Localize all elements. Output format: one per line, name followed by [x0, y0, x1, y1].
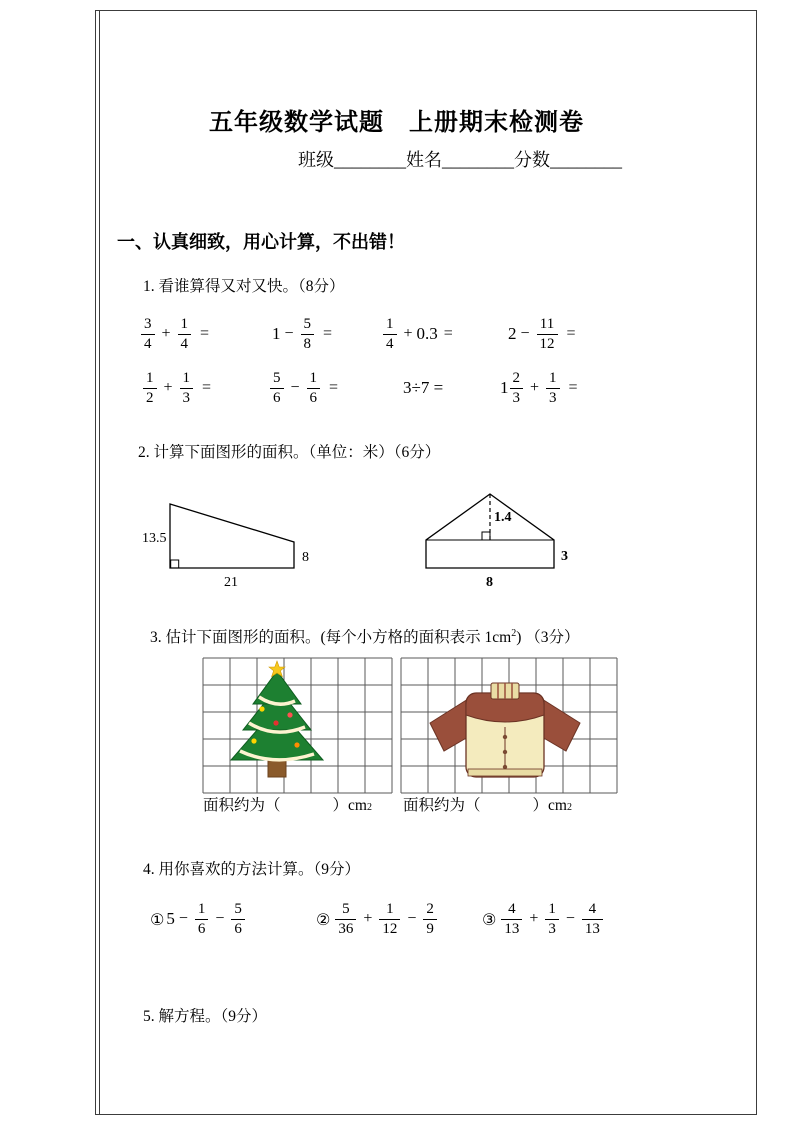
fraction: [143, 371, 157, 406]
operator: −: [178, 910, 188, 927]
fraction-denominator: 4: [178, 334, 192, 352]
math-expression: [380, 312, 453, 356]
fraction: [178, 317, 192, 352]
fraction-numerator: 1: [309, 369, 318, 386]
operator: +: [161, 325, 171, 342]
area-answer-close: ）: [532, 797, 549, 814]
fraction-denominator: 3: [180, 388, 194, 406]
area-answer-unit: cm: [348, 797, 367, 814]
area-answer-prefix: 面积约为（: [403, 797, 481, 814]
fraction-numerator: 5: [303, 315, 312, 332]
division-expression: 3÷7 =: [403, 378, 444, 397]
equals-sign: =: [200, 325, 210, 342]
grid-tree-figure: [202, 657, 393, 794]
fraction-numerator: 1: [146, 369, 154, 386]
question-4-label: 4. 用你喜欢的方法计算。（9分）: [143, 861, 361, 878]
figure-label-bottom: 8: [486, 575, 493, 590]
fraction-denominator: 3: [510, 388, 524, 406]
question-1-label: 1. 看谁算得又对又快。（8分）: [143, 278, 345, 295]
question-3-label-sup: 2: [511, 627, 517, 639]
fraction-denominator: 3: [546, 388, 560, 406]
equals-sign: =: [566, 325, 576, 342]
operator: −: [284, 325, 294, 342]
figure-label-height: 1.4: [494, 510, 512, 525]
math-expression: [150, 897, 248, 941]
math-expression: [140, 366, 211, 410]
fraction-numerator: 1: [386, 900, 394, 917]
fraction: [510, 371, 524, 406]
trapezoid-outline: [170, 504, 294, 568]
figure-label-right-side: 3: [561, 549, 568, 564]
jacket-image: [430, 683, 580, 777]
operator: −: [290, 379, 300, 396]
fraction-denominator: 12: [537, 334, 558, 352]
math-expression: [272, 312, 332, 356]
operator: −: [215, 910, 225, 927]
fraction: [545, 902, 559, 937]
fraction-numerator: 1: [182, 369, 191, 386]
jacket-button: [503, 750, 507, 754]
fraction-numerator: 4: [588, 900, 597, 917]
fraction-numerator: 1: [548, 900, 556, 917]
exam-title: 五年级数学试题 上册期末检测卷: [209, 108, 584, 136]
tree-ornament: [287, 712, 292, 717]
fraction-denominator: 2: [143, 388, 157, 406]
operator: +: [363, 910, 373, 927]
operator: −: [520, 325, 530, 342]
fraction-denominator: 3: [545, 919, 559, 937]
area-answer-sup: 2: [566, 802, 572, 813]
operator: +: [163, 379, 173, 396]
pentagon-figure: [408, 478, 593, 596]
tree-trunk: [268, 760, 286, 777]
area-answer-line: [203, 793, 372, 815]
fraction-denominator: 4: [141, 334, 155, 352]
fraction: [501, 902, 522, 937]
fraction: [270, 371, 284, 406]
decimal-number: 0.3: [416, 324, 438, 343]
christmas-tree-image: [231, 661, 323, 777]
equals-sign: =: [323, 325, 333, 342]
fraction-numerator: 1: [197, 900, 206, 917]
section-1-heading: 一、认真细致，用心计算，不出错！: [117, 232, 405, 253]
operator: +: [403, 325, 413, 342]
fraction-denominator: 4: [383, 334, 397, 352]
fraction-denominator: 13: [501, 919, 522, 937]
fraction-numerator: 11: [539, 315, 555, 332]
fraction-numerator: 3: [144, 315, 152, 332]
circled-number: ③: [482, 909, 497, 929]
whole-number: 1: [272, 324, 281, 343]
jacket-left-sleeve: [430, 699, 468, 751]
operator: −: [407, 910, 417, 927]
fraction-denominator: 9: [423, 919, 437, 937]
area-answer-line: [403, 793, 572, 815]
fraction: [180, 371, 194, 406]
fraction-numerator: 4: [508, 900, 516, 917]
fraction: [423, 902, 437, 937]
jacket-right-sleeve: [542, 699, 580, 751]
equals-sign: =: [443, 325, 453, 342]
math-expression: [316, 897, 440, 941]
tree-ornament: [294, 742, 299, 747]
jacket-button: [503, 735, 507, 739]
right-angle-marker: [482, 532, 490, 540]
fraction-numerator: 5: [234, 900, 242, 917]
fraction-denominator: 6: [231, 919, 245, 937]
fraction-numerator: 1: [180, 315, 189, 332]
fraction: [582, 902, 603, 937]
tree-ornament: [273, 720, 278, 725]
fraction: [546, 371, 560, 406]
fraction-denominator: 12: [379, 919, 400, 937]
math-expression: [482, 897, 606, 941]
question-3-label-tail: ) （3分）: [516, 629, 580, 646]
fraction-numerator: 5: [342, 900, 350, 917]
math-expression: [500, 366, 578, 410]
whole-number: 5: [166, 909, 175, 928]
fraction-numerator: 2: [512, 369, 520, 386]
equals-sign: =: [202, 379, 212, 396]
area-answer-unit: cm: [548, 797, 567, 814]
grid-jacket-figure: [400, 657, 618, 794]
whole-number: 1: [500, 378, 509, 397]
fraction-denominator: 13: [582, 919, 603, 937]
fraction-numerator: 2: [426, 900, 434, 917]
fraction-denominator: 6: [270, 388, 284, 406]
question-3-label-text: 3. 估计下面图形的面积。(每个小方格的面积表示 1cm: [150, 629, 512, 646]
math-expression: [508, 312, 576, 356]
math-expression: [267, 366, 338, 410]
question-2-label: 2. 计算下面图形的面积。（单位：米）（6分）: [138, 444, 441, 461]
jacket-button: [503, 765, 507, 769]
fraction: [537, 317, 558, 352]
math-expression: [403, 366, 443, 410]
area-answer-prefix: 面积约为（: [203, 797, 281, 814]
figure-label-right-side: 8: [302, 550, 309, 565]
fraction-denominator: 8: [301, 334, 315, 352]
fraction-denominator: 6: [307, 388, 321, 406]
equals-sign: =: [329, 379, 339, 396]
figure-label-bottom: 21: [224, 575, 238, 590]
operator: +: [529, 910, 539, 927]
fraction: [195, 902, 209, 937]
circled-number: ②: [316, 909, 331, 929]
trapezoid-figure: [138, 482, 348, 594]
area-answer-close: ）: [332, 797, 349, 814]
question-3-label: [150, 625, 580, 647]
fraction: [141, 317, 155, 352]
area-answer-sup: 2: [366, 802, 372, 813]
fraction: [307, 371, 321, 406]
figure-label-left-side: 13.5: [142, 531, 167, 546]
page-border-inner-left-line: [99, 10, 100, 1115]
fraction: [231, 902, 245, 937]
tree-ornament: [259, 706, 264, 711]
operator: +: [530, 379, 540, 396]
fraction-denominator: 6: [195, 919, 209, 937]
fraction-numerator: 5: [273, 369, 281, 386]
right-angle-marker: [171, 560, 179, 568]
question-5-label: 5. 解方程。（9分）: [143, 1008, 268, 1025]
fraction-numerator: 1: [549, 369, 557, 386]
circled-number: ①: [150, 909, 165, 929]
math-expression: [138, 312, 209, 356]
fraction: [335, 902, 356, 937]
fraction-denominator: 36: [335, 919, 356, 937]
fraction: [301, 317, 315, 352]
tree-ornament: [251, 738, 256, 743]
jacket-hem: [468, 769, 542, 776]
equals-sign: =: [568, 379, 578, 396]
fraction: [383, 317, 397, 352]
fraction-numerator: 1: [386, 315, 394, 332]
class-name-score-line: 班级________姓名________分数________: [298, 150, 622, 170]
whole-number: 2: [508, 324, 517, 343]
operator: −: [565, 910, 575, 927]
fraction: [379, 902, 400, 937]
